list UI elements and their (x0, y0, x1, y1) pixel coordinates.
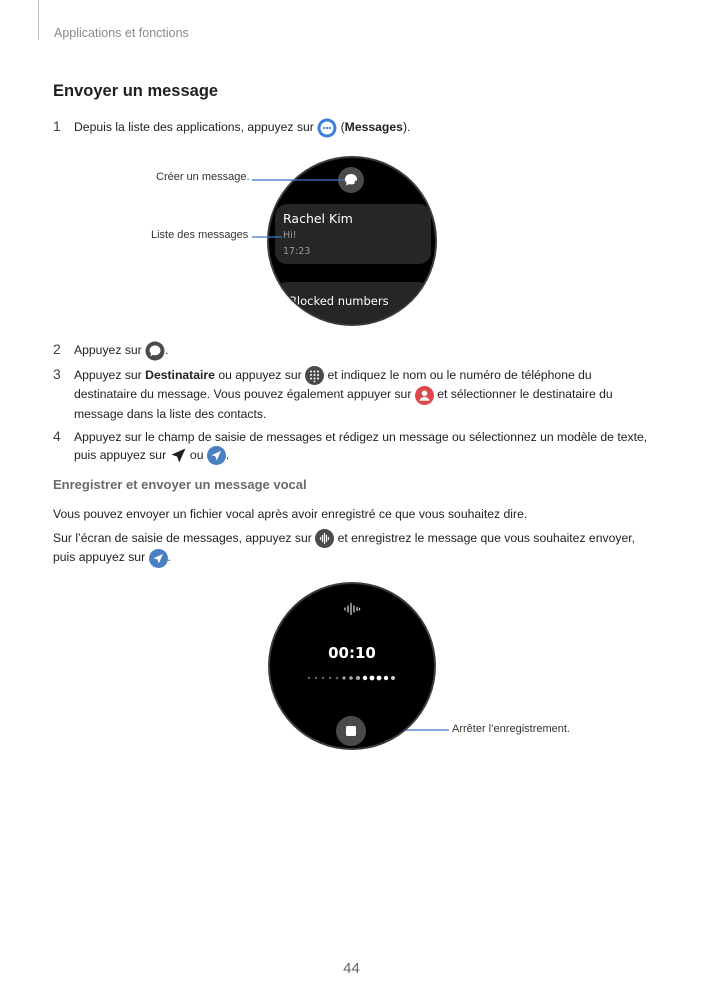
watch-screen-voice-recording (270, 584, 434, 748)
stop-recording-button[interactable] (336, 716, 366, 746)
header-rule (38, 0, 39, 40)
send-arrow-icon (170, 447, 187, 464)
page-number: 44 (343, 960, 360, 977)
compose-button[interactable] (338, 167, 364, 193)
waveform-icon (343, 602, 361, 616)
paragraph-intro: Vous pouvez envoyer un fichier vocal après avoir enregistré ce que vous souhaitez dire. (53, 507, 528, 521)
watch-screen-message-list (269, 158, 435, 324)
running-header: Applications et fonctions (54, 26, 189, 40)
contact-name: Rachel Kim (283, 211, 353, 226)
keypad-icon (305, 366, 324, 385)
recording-level-dots (307, 668, 399, 674)
blocked-numbers-label: Blocked numbers (289, 294, 389, 308)
step-number: 4 (53, 428, 61, 444)
step-number: 1 (53, 118, 61, 134)
compose-icon (145, 341, 165, 361)
send-button-icon (207, 446, 226, 465)
callout-message-list: Liste des messages (151, 229, 249, 241)
send-button-icon (149, 549, 168, 568)
message-time: 17:23 (283, 246, 311, 257)
step-number: 2 (53, 341, 61, 357)
voice-record-icon (315, 529, 334, 548)
step-2: 2 Appuyez sur . (53, 341, 169, 361)
stop-icon (346, 726, 356, 736)
step-3: 3 Appuyez sur Destinataire ou appuyez sur et indiquez le nom ou le numéro de téléphone du destinataire du message. Vous pouvez également appuyer sur et sélectionner le destinataire du message dans la liste des contacts. (53, 366, 613, 421)
subsection-title: Enregistrer et envoyer un message vocal (53, 477, 307, 492)
section-title: Envoyer un message (53, 82, 219, 100)
message-preview: Hi! (283, 230, 297, 241)
recording-timer: 00:10 (328, 644, 376, 662)
contacts-icon (415, 386, 434, 405)
compose-message-icon (343, 172, 359, 188)
step-number: 3 (53, 366, 61, 382)
messages-app-icon (317, 118, 337, 138)
callout-create-message: Créer un message. (156, 171, 250, 183)
blocked-numbers-item[interactable] (275, 282, 431, 324)
paragraph-voice-steps: Sur l’écran de saisie de messages, appuyez sur et enregistrez le message que vous souhaitez envoyer, puis appuyez sur . (53, 529, 653, 568)
step-4: 4 Appuyez sur le champ de saisie de messages et rédigez un message ou sélectionnez un modèle de texte, puis appuyez sur ou . (53, 428, 647, 465)
callout-stop-recording: Arrêter l’enregistrement. (452, 723, 570, 735)
step-1: 1 Depuis la liste des applications, appuyez sur (Messages). (53, 118, 410, 138)
message-list-item[interactable] (275, 204, 431, 264)
